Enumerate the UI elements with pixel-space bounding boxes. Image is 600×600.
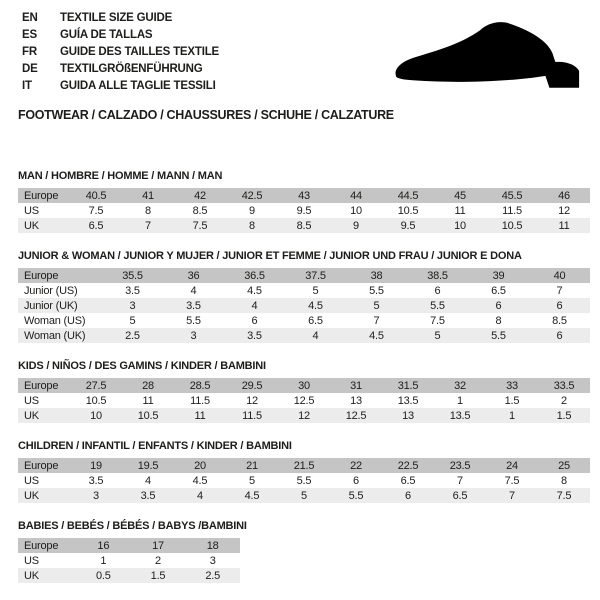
table-title: MAN / HOMBRE / HOMME / MANN / MAN [18, 170, 223, 182]
size-cell: 1 [509, 409, 515, 422]
size-cell: 3 [129, 299, 136, 312]
table-row [18, 458, 590, 473]
size-cell: 23.5 [449, 459, 471, 472]
size-cell: 5.5 [186, 314, 201, 327]
size-cell: 11.5 [242, 409, 262, 422]
size-cell: 11 [454, 204, 466, 217]
size-cell: 5.5 [369, 284, 384, 297]
size-cell: 12.5 [345, 409, 367, 422]
language-code: FR [22, 45, 37, 58]
language-code: DE [22, 62, 38, 75]
size-cell: 19.5 [137, 459, 159, 472]
size-cell: 5.5 [348, 489, 364, 502]
size-cell: 9.5 [296, 204, 312, 217]
size-cell: 1.5 [150, 569, 166, 582]
size-cell: 24 [506, 459, 518, 472]
size-cell: 8.5 [552, 314, 567, 327]
row-label: US [24, 554, 39, 567]
row-label: UK [24, 489, 39, 502]
size-cell: 11.5 [502, 204, 522, 217]
size-cell: 8 [145, 204, 151, 217]
size-cell: 30 [298, 379, 310, 392]
size-cell: 0.5 [95, 569, 111, 582]
size-cell: 6.5 [308, 314, 323, 327]
size-table [18, 188, 590, 233]
size-cell: 5 [129, 314, 136, 327]
size-cell: 36 [187, 269, 200, 282]
size-cell: 27.5 [85, 379, 107, 392]
table-row [18, 538, 240, 553]
size-cell: 12.5 [293, 394, 315, 407]
size-cell: 22 [350, 459, 362, 472]
size-cell: 7 [556, 284, 563, 297]
size-cell: 6 [251, 314, 258, 327]
size-cell: 5 [312, 284, 319, 297]
size-cell: 20 [194, 459, 206, 472]
size-table-section [18, 250, 590, 343]
size-cell: 6.5 [452, 489, 468, 502]
size-cell: 16 [97, 539, 110, 552]
table-row [18, 393, 590, 408]
size-cell: 4.5 [192, 474, 208, 487]
size-cell: 4.5 [247, 284, 262, 297]
table-title: BABIES / BEBÉS / BÉBÉS / BABYS /BAMBINI [18, 520, 247, 532]
size-cell: 37.5 [305, 269, 326, 282]
size-cell: 8 [249, 219, 255, 232]
size-table [18, 538, 240, 583]
size-cell: 13.5 [397, 394, 419, 407]
language-header [22, 9, 219, 94]
size-cell: 4 [145, 474, 151, 487]
size-cell: 5 [434, 329, 441, 342]
size-cell: 8.5 [192, 204, 208, 217]
size-cell: 10.5 [137, 409, 159, 422]
size-cell: 3.5 [186, 299, 201, 312]
language-row [22, 26, 219, 43]
size-cell: 13.5 [449, 409, 471, 422]
size-tables [18, 170, 590, 583]
size-cell: 7.5 [556, 489, 572, 502]
size-cell: 11 [558, 219, 570, 232]
table-row [18, 378, 590, 393]
size-cell: 8 [495, 314, 502, 327]
size-table-section [18, 360, 590, 423]
size-cell: 4.5 [308, 299, 323, 312]
row-label: Europe [24, 269, 59, 282]
table-row [18, 328, 590, 343]
row-label: Europe [24, 189, 59, 202]
language-title: TEXTILE SIZE GUIDE [60, 11, 173, 24]
size-cell: 6 [353, 474, 359, 487]
size-cell: 3.5 [247, 329, 262, 342]
size-cell: 4 [197, 489, 203, 502]
language-row [22, 77, 219, 94]
size-cell: 10.5 [501, 219, 523, 232]
size-cell: 6 [495, 299, 502, 312]
size-cell: 33.5 [553, 379, 575, 392]
size-cell: 2.5 [125, 329, 140, 342]
size-cell: 13 [350, 394, 362, 407]
size-cell: 6.5 [491, 284, 506, 297]
row-label: Europe [24, 459, 59, 472]
size-cell: 8 [561, 474, 567, 487]
size-table-section [18, 440, 590, 503]
size-cell: 6 [434, 284, 441, 297]
size-cell: 7.5 [192, 219, 208, 232]
size-cell: 5.5 [296, 474, 312, 487]
table-row [18, 218, 590, 233]
size-cell: 32 [454, 379, 466, 392]
size-cell: 22.5 [397, 459, 419, 472]
size-cell: 3.5 [88, 474, 104, 487]
size-cell: 4.5 [369, 329, 384, 342]
size-cell: 10.5 [397, 204, 419, 217]
language-title: GUIDE DES TAILLES TEXTILE [60, 45, 219, 58]
size-cell: 3 [209, 554, 216, 567]
size-cell: 1.5 [556, 409, 572, 422]
size-cell: 5 [249, 474, 255, 487]
size-cell: 6.5 [88, 219, 104, 232]
size-cell: 2.5 [205, 569, 221, 582]
size-cell: 1 [457, 394, 463, 407]
table-row [18, 313, 590, 328]
size-cell: 7 [509, 489, 515, 502]
size-cell: 35.5 [122, 269, 143, 282]
table-row [18, 268, 590, 283]
row-label: Junior (US) [24, 284, 78, 297]
row-label: US [24, 394, 39, 407]
size-cell: 38.5 [427, 269, 448, 282]
size-table [18, 458, 590, 503]
row-label: Europe [24, 539, 59, 552]
language-title: GUIDA ALLE TAGLIE TESSILI [60, 79, 216, 92]
row-label: US [24, 474, 39, 487]
size-cell: 43 [298, 189, 310, 202]
size-cell: 7 [373, 314, 380, 327]
row-label: US [24, 204, 39, 217]
size-cell: 42.5 [241, 189, 263, 202]
size-cell: 6 [556, 329, 563, 342]
size-cell: 7 [457, 474, 463, 487]
size-cell: 10.5 [85, 394, 107, 407]
row-label: UK [24, 409, 39, 422]
row-label: Woman (UK) [24, 329, 86, 342]
size-cell: 33 [506, 379, 518, 392]
size-cell: 1 [100, 554, 107, 567]
row-label: Junior (UK) [24, 299, 78, 312]
size-cell: 10 [350, 204, 362, 217]
size-cell: 46 [558, 189, 570, 202]
size-cell: 12 [246, 394, 258, 407]
size-cell: 12 [298, 409, 310, 422]
size-cell: 44 [350, 189, 362, 202]
size-cell: 42 [194, 189, 206, 202]
size-cell: 3.5 [140, 489, 156, 502]
size-cell: 6.5 [400, 474, 416, 487]
row-label: UK [24, 569, 39, 582]
size-cell: 36.5 [244, 269, 265, 282]
table-row [18, 283, 590, 298]
row-label: Europe [24, 379, 59, 392]
size-cell: 7.5 [504, 474, 520, 487]
size-cell: 25 [558, 459, 570, 472]
size-cell: 3 [93, 489, 99, 502]
category-header: FOOTWEAR / CALZADO / CHAUSSURES / SCHUHE / CALZATURE [18, 108, 394, 122]
language-row [22, 43, 219, 60]
language-code: EN [22, 11, 38, 24]
language-title: TEXTILGRÖßENFÜHRUNG [60, 62, 203, 75]
size-cell: 5 [373, 299, 380, 312]
size-cell: 11 [194, 409, 206, 422]
size-cell: 1.5 [504, 394, 520, 407]
size-cell: 21 [246, 459, 258, 472]
size-cell: 9.5 [400, 219, 416, 232]
size-table-section [18, 170, 590, 233]
size-cell: 2 [561, 394, 567, 407]
table-row [18, 188, 590, 203]
size-cell: 18 [206, 539, 219, 552]
table-row [18, 568, 240, 583]
size-cell: 31 [350, 379, 362, 392]
size-cell: 44.5 [397, 189, 419, 202]
language-code: IT [22, 79, 32, 92]
row-label: Woman (US) [24, 314, 86, 327]
language-row [22, 60, 219, 77]
size-cell: 45 [454, 189, 466, 202]
size-cell: 11 [142, 394, 154, 407]
size-cell: 3 [190, 329, 197, 342]
size-cell: 7 [145, 219, 151, 232]
size-cell: 3.5 [125, 284, 140, 297]
size-cell: 7.5 [88, 204, 104, 217]
size-cell: 9 [353, 219, 359, 232]
size-cell: 40 [553, 269, 566, 282]
size-cell: 7.5 [430, 314, 445, 327]
size-cell: 9 [249, 204, 255, 217]
size-cell: 6 [556, 299, 563, 312]
size-cell: 4 [312, 329, 319, 342]
size-table-section [18, 520, 590, 583]
size-cell: 10 [90, 409, 102, 422]
size-table [18, 378, 590, 423]
size-cell: 8.5 [296, 219, 312, 232]
size-cell: 41 [142, 189, 154, 202]
size-cell: 38 [370, 269, 383, 282]
size-cell: 12 [558, 204, 570, 217]
size-cell: 45.5 [501, 189, 523, 202]
size-cell: 17 [152, 539, 164, 552]
row-label: UK [24, 219, 39, 232]
size-cell: 2 [155, 554, 161, 567]
size-cell: 31.5 [397, 379, 419, 392]
table-title: JUNIOR & WOMAN / JUNIOR Y MUJER / JUNIOR ET FEMME / JUNIOR UND FRAU / JUNIOR E DONA [18, 250, 522, 262]
table-title: KIDS / NIÑOS / DES GAMINS / KINDER / BAMBINI [18, 360, 266, 372]
size-cell: 5.5 [491, 329, 506, 342]
table-row [18, 488, 590, 503]
size-cell: 28.5 [189, 379, 211, 392]
table-row [18, 553, 240, 568]
language-row [22, 9, 219, 26]
size-cell: 11.5 [190, 394, 210, 407]
size-cell: 5 [301, 489, 307, 502]
size-cell: 4 [190, 284, 197, 297]
size-cell: 13 [402, 409, 414, 422]
table-row [18, 473, 590, 488]
table-row [18, 408, 590, 423]
table-row [18, 203, 590, 218]
language-code: ES [22, 28, 37, 41]
size-cell: 19 [90, 459, 102, 472]
shoe-icon [391, 18, 589, 100]
table-title: CHILDREN / INFANTIL / ENFANTS / KINDER / BAMBINI [18, 440, 292, 452]
size-cell: 39 [492, 269, 505, 282]
size-table [18, 268, 590, 343]
size-cell: 5.5 [430, 299, 445, 312]
size-cell: 4.5 [244, 489, 260, 502]
size-cell: 28 [142, 379, 154, 392]
size-cell: 6 [405, 489, 411, 502]
size-cell: 10 [454, 219, 466, 232]
size-cell: 21.5 [293, 459, 315, 472]
table-row [18, 298, 590, 313]
size-cell: 29.5 [241, 379, 263, 392]
size-cell: 40.5 [85, 189, 107, 202]
language-title: GUÍA DE TALLAS [60, 28, 153, 41]
size-cell: 4 [251, 299, 258, 312]
